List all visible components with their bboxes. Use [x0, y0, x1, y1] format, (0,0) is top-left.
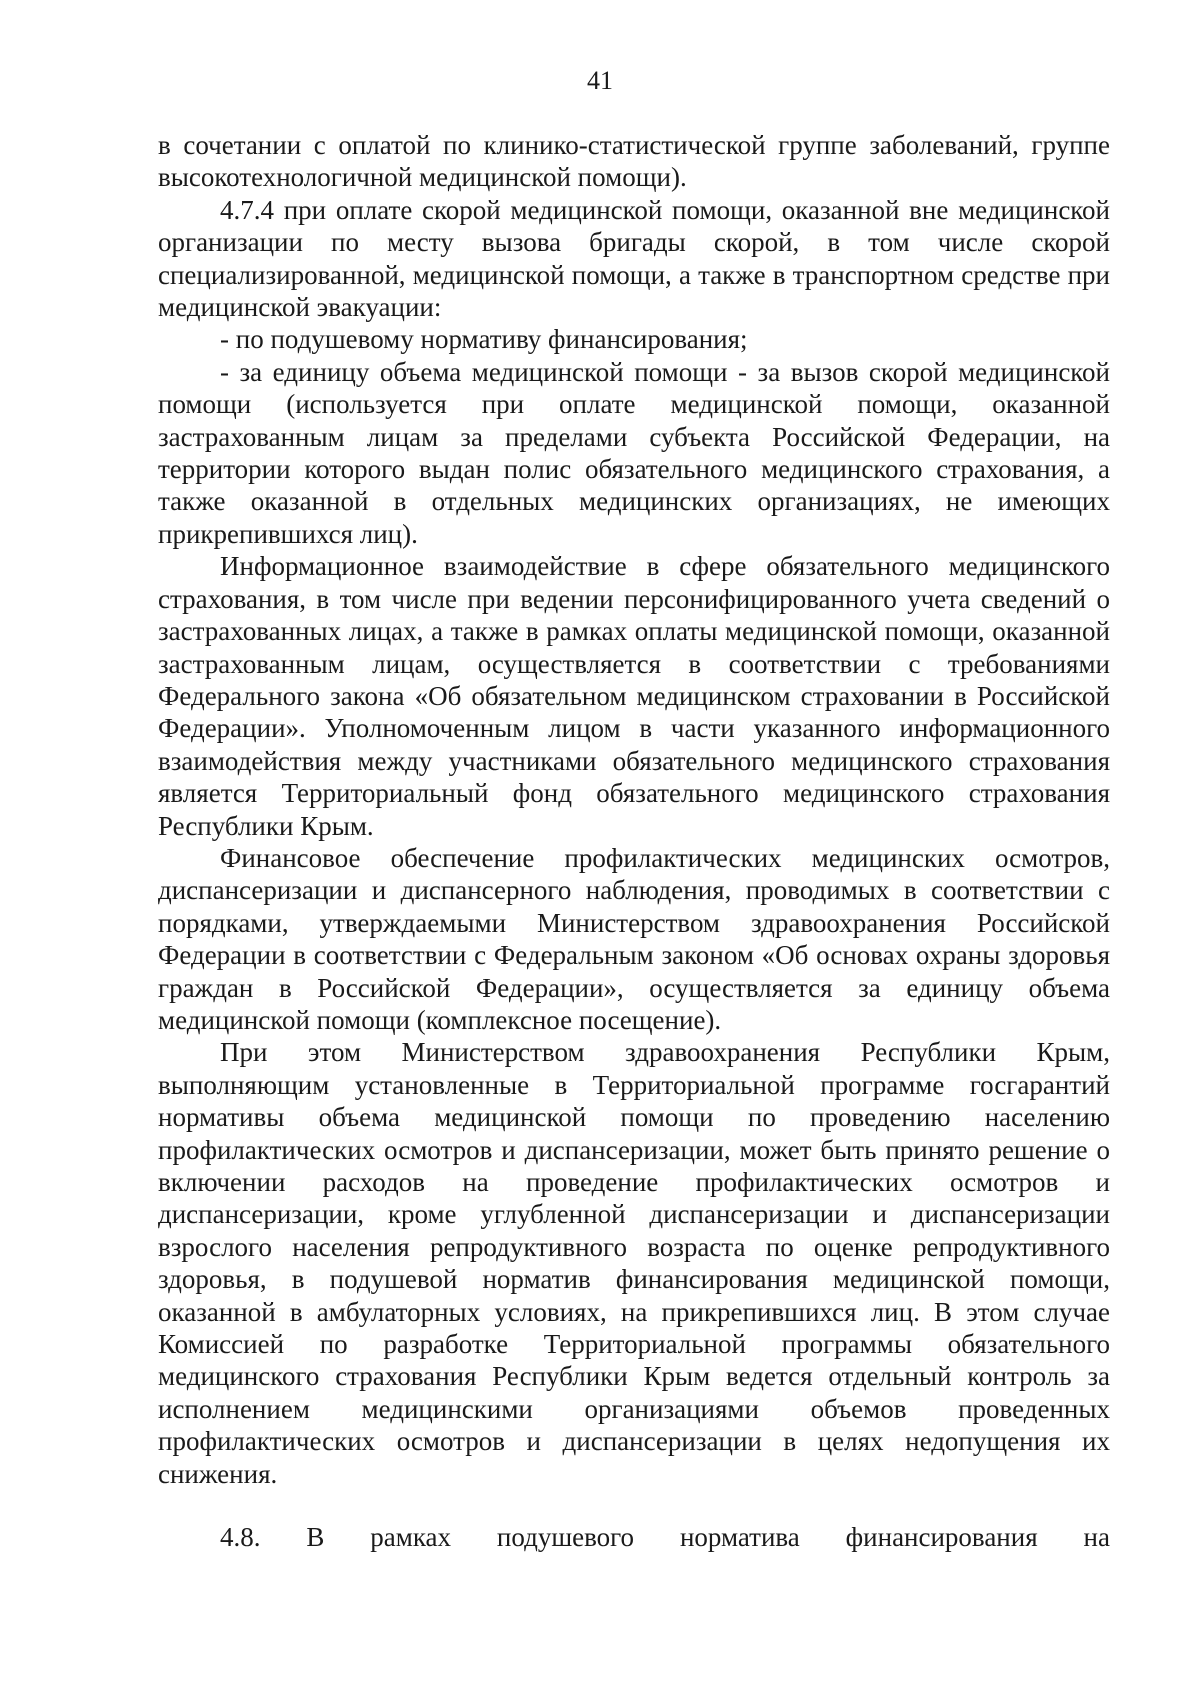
section-word: В	[306, 1522, 325, 1552]
paragraph-continuation: в сочетании с оплатой по клинико-статистической группе заболеваний, группе высокотехнологичной медицинской помощи).	[158, 130, 1110, 193]
section-word: норматива	[679, 1522, 800, 1552]
section-word: рамках	[370, 1522, 452, 1552]
list-item-per-capita: - по подушевому нормативу финансирования;	[220, 324, 748, 355]
section-number: 4.8.	[220, 1522, 261, 1552]
section-4-8-heading	[220, 1521, 1110, 1553]
section-word: финансирования	[845, 1522, 1038, 1552]
document-body	[158, 129, 1110, 1490]
section-word: на	[1083, 1522, 1110, 1552]
page-number: 41	[587, 66, 613, 95]
paragraph-4-7-4: 4.7.4 при оплате скорой медицинской помощи, оказанной вне медицинской организации по месту вызова бригады скорой, в том числе скорой специализированной, медицинской помощи, а также в транспортном средстве при медицинской эвакуации:	[158, 194, 1110, 323]
paragraph-information-exchange: Информационное взаимодействие в сфере обязательного медицинского страхования, в том числе при ведении персонифицированного учета сведений о застрахованных лицах, а также в рамках оплаты медицинской помощи, оказанной застрахованным лицам, осуществляется в соответствии с требованиями Федерального закона «Об обязательном медицинском страховании в Российской Федерации». Уполномоченным лицом в части указанного информационного взаимодействия между участниками обязательного медицинского страхования является Территориальный фонд обязательного медицинского страхования Республики Крым.	[158, 551, 1110, 841]
paragraph-ministry-decision: При этом Министерством здравоохранения Республики Крым, выполняющим установленные в Территориальной программе госгарантий нормативы объема медицинской помощи по проведению населению профилактических осмотров и диспансеризации, может быть принято решение о включении расходов на проведение профилактических осмотров и диспансеризации, кроме углубленной диспансеризации и диспансеризации взрослого населения репродуктивного возраста по оценке репродуктивного здоровья, в подушевой норматив финансирования медицинской помощи, оказанной в амбулаторных условиях, на прикрепившихся лиц. В этом случае Комиссией по разработке Территориальной программы обязательного медицинского страхования Республики Крым ведется отдельный контроль за исполнением медицинскими организациями объемов проведенных профилактических осмотров и диспансеризации в целях недопущения их снижения.	[158, 1037, 1110, 1489]
paragraph-financial-support: Финансовое обеспечение профилактических медицинских осмотров, диспансеризации и диспансерного наблюдения, проводимых в соответствии с порядками, утверждаемыми Министерством здравоохранения Российской Федерации в соответствии с Федеральным законом «Об основах охраны здоровья граждан в Российской Федерации», осуществляется за единицу объема медицинской помощи (комплексное посещение).	[158, 842, 1110, 1035]
section-word: подушевого	[496, 1522, 635, 1552]
list-item-per-unit: - за единицу объема медицинской помощи - за вызов скорой медицинской помощи (используется при оплате медицинской помощи, оказанной застрахованным лицам за пределами субъекта Российской Федерации, на территории которого выдан полис обязательного медицинского страхования, а также оказанной в отдельных медицинских организациях, не имеющих прикрепившихся лиц).	[158, 356, 1110, 549]
